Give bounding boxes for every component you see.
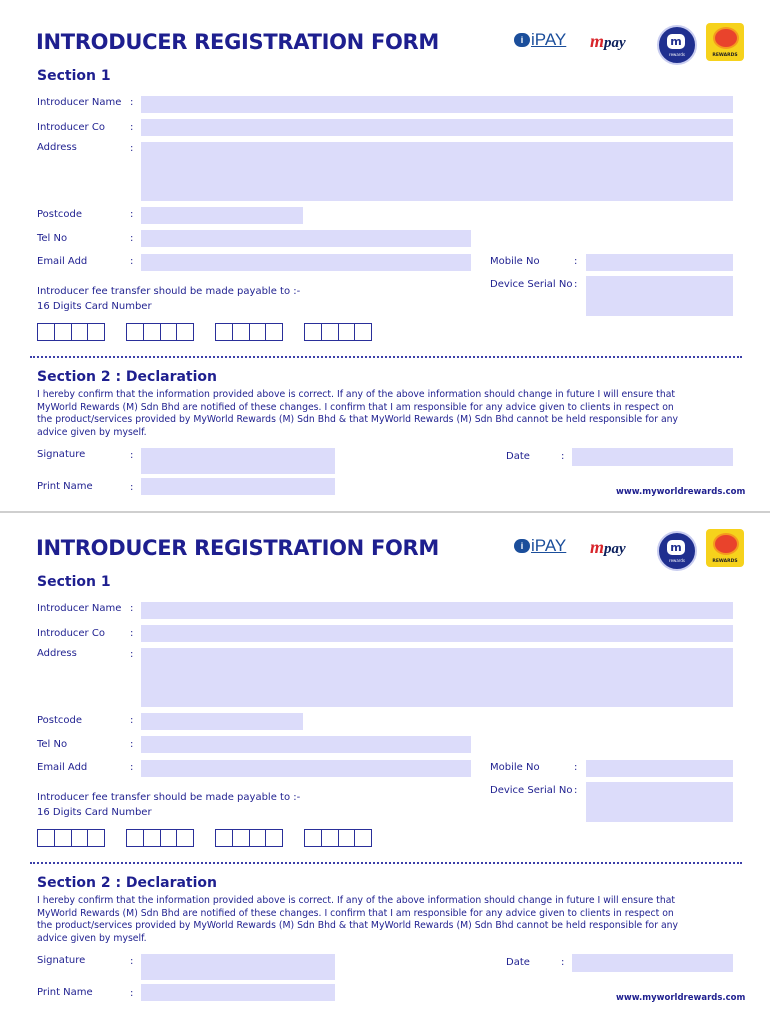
declaration-text: I hereby confirm that the information provided above is correct. If any of the above information should change in future I will ensure that MyWorld Rewards (M) Sdn Bhd are notified of these changes. I confirm that I am responsible for any advice given to clients in respect on the product/services provided by MyWorld Rewards (M) Sdn Bhd & that MyWorld Rewards (M) Sdn Bhd cannot be held responsible for any advice given by myself. — [37, 895, 679, 944]
introducer-co-label: Introducer Co — [37, 122, 105, 133]
mobile-no-field[interactable] — [586, 254, 733, 271]
address-field[interactable] — [141, 142, 733, 201]
colon: : — [130, 482, 134, 493]
print-name-field[interactable] — [141, 478, 335, 495]
ipay-logo-mark: i — [514, 33, 530, 47]
card-digit-box[interactable] — [126, 829, 144, 847]
card-digit-box[interactable] — [265, 323, 283, 341]
colon: : — [574, 279, 578, 290]
colon: : — [130, 233, 134, 244]
postcode-field[interactable] — [141, 207, 303, 224]
colon: : — [130, 143, 134, 154]
ipay-logo-text: iPAY — [531, 536, 567, 555]
device-serial-no-field[interactable] — [586, 782, 733, 822]
mobile-no-field[interactable] — [586, 760, 733, 777]
device-serial-no-field[interactable] — [586, 276, 733, 316]
mepay-logo-m: m — [590, 31, 605, 51]
form-title: INTRODUCER REGISTRATION FORM — [36, 536, 440, 560]
colon: : — [130, 628, 134, 639]
colon: : — [130, 603, 134, 614]
card-number-group-2 — [126, 829, 194, 847]
introducer-co-label: Introducer Co — [37, 628, 105, 639]
card-digit-box[interactable] — [176, 829, 194, 847]
declaration-text: I hereby confirm that the information provided above is correct. If any of the above information should change in future I will ensure that MyWorld Rewards (M) Sdn Bhd are notified of these changes. I confirm that I am responsible for any advice given to clients in respect on the product/services provided by MyWorld Rewards (M) Sdn Bhd & that MyWorld Rewards (M) Sdn Bhd cannot be held responsible for any advice given by myself. — [37, 389, 679, 438]
card-number-group-3 — [215, 323, 283, 341]
myworld-logo-tag: rewards — [669, 558, 685, 563]
myworld-logo-mark: m — [667, 540, 685, 555]
signature-field[interactable] — [141, 448, 335, 474]
card-digit-box[interactable] — [87, 323, 105, 341]
website-link[interactable]: www.myworldrewards.com — [616, 993, 746, 1003]
rewards-logo-disc — [713, 533, 739, 555]
date-field[interactable] — [572, 448, 733, 466]
mepay-logo-m: m — [590, 537, 605, 557]
tel-no-label: Tel No — [37, 739, 68, 750]
card-digit-box[interactable] — [338, 323, 356, 341]
rewards-logo — [706, 23, 744, 61]
card-digit-box[interactable] — [71, 323, 89, 341]
card-digit-box[interactable] — [215, 829, 233, 847]
card-digit-box[interactable] — [71, 829, 89, 847]
mepay-logo-text: pay — [604, 35, 626, 51]
postcode-label: Postcode — [37, 209, 83, 220]
colon: : — [130, 209, 134, 220]
tel-no-field[interactable] — [141, 736, 471, 753]
card-digit-box[interactable] — [354, 829, 372, 847]
colon: : — [574, 762, 578, 773]
address-label: Address — [37, 648, 77, 659]
card-digit-box[interactable] — [321, 829, 339, 847]
card-digit-box[interactable] — [232, 829, 250, 847]
registration-form-bottom — [0, 506, 770, 1011]
rewards-logo — [706, 529, 744, 567]
dotted-divider — [30, 862, 742, 864]
ipay-logo-text: iPAY — [531, 30, 567, 49]
card-number-group-3 — [215, 829, 283, 847]
card-number-group-1 — [37, 829, 105, 847]
fee-transfer-text: Introducer fee transfer should be made payable to :- — [37, 286, 301, 297]
card-number-group-1 — [37, 323, 105, 341]
myworld-logo — [657, 25, 697, 65]
card-digit-box[interactable] — [54, 323, 72, 341]
rewards-logo-text: REWARDS — [712, 53, 738, 58]
email-add-label: Email Add — [37, 762, 88, 773]
introducer-name-label: Introducer Name — [37, 97, 122, 108]
mobile-no-label: Mobile No — [490, 256, 540, 267]
card-number-label: 16 Digits Card Number — [37, 807, 152, 818]
website-link[interactable]: www.myworldrewards.com — [616, 487, 746, 497]
section-2-heading: Section 2 : Declaration — [37, 369, 218, 385]
colon: : — [130, 649, 134, 660]
card-digit-box[interactable] — [37, 829, 55, 847]
introducer-name-field[interactable] — [141, 96, 733, 113]
registration-form-top — [0, 0, 770, 505]
date-field[interactable] — [572, 954, 733, 972]
card-number-group-2 — [126, 323, 194, 341]
colon: : — [130, 450, 134, 461]
colon: : — [130, 988, 134, 999]
tel-no-field[interactable] — [141, 230, 471, 247]
print-name-label: Print Name — [37, 987, 93, 998]
introducer-co-field[interactable] — [141, 119, 733, 136]
card-digit-box[interactable] — [249, 323, 267, 341]
section-1-heading: Section 1 — [37, 574, 111, 590]
card-digit-box[interactable] — [304, 829, 322, 847]
postcode-label: Postcode — [37, 715, 83, 726]
colon: : — [130, 762, 134, 773]
card-digit-box[interactable] — [265, 829, 283, 847]
colon: : — [574, 785, 578, 796]
section-1-heading: Section 1 — [37, 68, 111, 84]
mepay-logo-text: pay — [604, 541, 626, 557]
myworld-logo-tag: rewards — [669, 52, 685, 57]
postcode-field[interactable] — [141, 713, 303, 730]
myworld-logo-mark: m — [667, 34, 685, 49]
card-digit-box[interactable] — [215, 323, 233, 341]
card-digit-box[interactable] — [176, 323, 194, 341]
card-digit-box[interactable] — [354, 323, 372, 341]
email-add-label: Email Add — [37, 256, 88, 267]
fee-transfer-text: Introducer fee transfer should be made payable to :- — [37, 792, 301, 803]
dotted-divider — [30, 356, 742, 358]
colon: : — [130, 739, 134, 750]
card-digit-box[interactable] — [143, 829, 161, 847]
rewards-logo-text: REWARDS — [712, 559, 738, 564]
card-digit-box[interactable] — [87, 829, 105, 847]
ipay-logo — [514, 30, 566, 50]
introducer-name-field[interactable] — [141, 602, 733, 619]
colon: : — [561, 451, 565, 462]
colon: : — [130, 256, 134, 267]
signature-label: Signature — [37, 449, 86, 460]
mepay-logo — [590, 537, 626, 558]
card-digit-box[interactable] — [232, 323, 250, 341]
colon: : — [130, 715, 134, 726]
signature-field[interactable] — [141, 954, 335, 980]
email-add-field[interactable] — [141, 760, 471, 777]
card-digit-box[interactable] — [54, 829, 72, 847]
colon: : — [561, 957, 565, 968]
card-digit-box[interactable] — [304, 323, 322, 341]
card-number-group-4 — [304, 323, 372, 341]
date-label: Date — [506, 957, 530, 968]
address-label: Address — [37, 142, 77, 153]
signature-label: Signature — [37, 955, 86, 966]
card-digit-box[interactable] — [37, 323, 55, 341]
rewards-logo-disc — [713, 27, 739, 49]
introducer-name-label: Introducer Name — [37, 603, 122, 614]
card-number-label: 16 Digits Card Number — [37, 301, 152, 312]
tel-no-label: Tel No — [37, 233, 68, 244]
date-label: Date — [506, 451, 530, 462]
introducer-co-field[interactable] — [141, 625, 733, 642]
card-digit-box[interactable] — [249, 829, 267, 847]
card-digit-box[interactable] — [321, 323, 339, 341]
colon: : — [130, 956, 134, 967]
email-add-field[interactable] — [141, 254, 471, 271]
card-digit-box[interactable] — [126, 323, 144, 341]
colon: : — [574, 256, 578, 267]
card-number-group-4 — [304, 829, 372, 847]
mobile-no-label: Mobile No — [490, 762, 540, 773]
device-serial-no-label: Device Serial No — [490, 279, 573, 290]
colon: : — [130, 122, 134, 133]
card-digit-box[interactable] — [160, 323, 178, 341]
ipay-logo-mark: i — [514, 539, 530, 553]
myworld-logo — [657, 531, 697, 571]
device-serial-no-label: Device Serial No — [490, 785, 573, 796]
card-digit-box[interactable] — [338, 829, 356, 847]
section-2-heading: Section 2 : Declaration — [37, 875, 218, 891]
colon: : — [130, 97, 134, 108]
ipay-logo — [514, 536, 566, 556]
mepay-logo — [590, 31, 626, 52]
card-digit-box[interactable] — [143, 323, 161, 341]
card-digit-box[interactable] — [160, 829, 178, 847]
address-field[interactable] — [141, 648, 733, 707]
form-title: INTRODUCER REGISTRATION FORM — [36, 30, 440, 54]
print-name-label: Print Name — [37, 481, 93, 492]
print-name-field[interactable] — [141, 984, 335, 1001]
